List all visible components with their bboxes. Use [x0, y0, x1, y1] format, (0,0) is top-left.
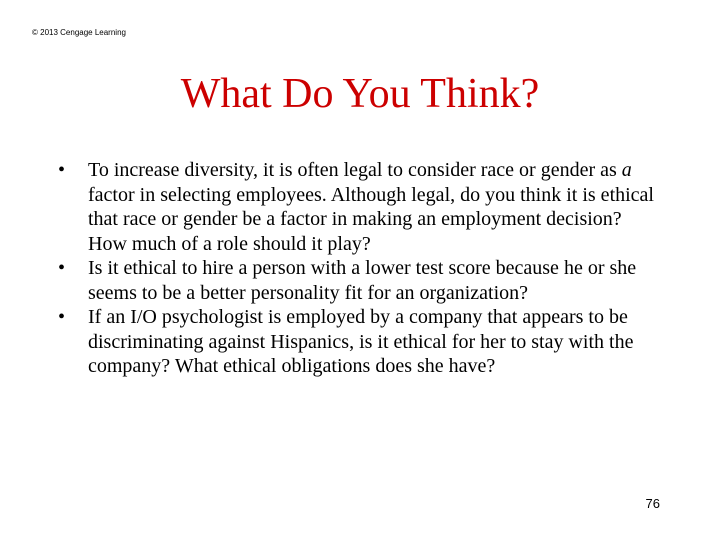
slide-title: What Do You Think? [180, 71, 540, 117]
bullet-text: If an I/O psychologist is employed by a company that appears to be discriminating against Hispanics, is it ethical for her to stay with the company? What ethical obligations does she have? [88, 306, 634, 377]
copyright-notice: © 2013 Cengage Learning [32, 28, 126, 37]
bullet-text: Is it ethical to hire a person with a lower test score because he or she seems to be a better personality fit for an organization? [88, 257, 637, 304]
bullet-icon: • [58, 306, 66, 328]
bullet-item-3 [54, 305, 664, 379]
bullet-item-2 [54, 256, 664, 305]
bullet-item-1 [54, 158, 664, 256]
page-number: 76 [645, 496, 660, 511]
bullet-text-part: factor in selecting employees. Although legal, do you think it is ethical that race or gender be a factor in making an employment decision? How much of a role should it play? [88, 183, 654, 255]
bullet-icon: • [58, 159, 66, 181]
bullet-text-part: To increase diversity, it is often legal to consider race or gender as [88, 159, 622, 181]
bullet-list [54, 158, 664, 379]
bullet-icon: • [58, 257, 66, 279]
emphasized-word: a [621, 159, 632, 181]
